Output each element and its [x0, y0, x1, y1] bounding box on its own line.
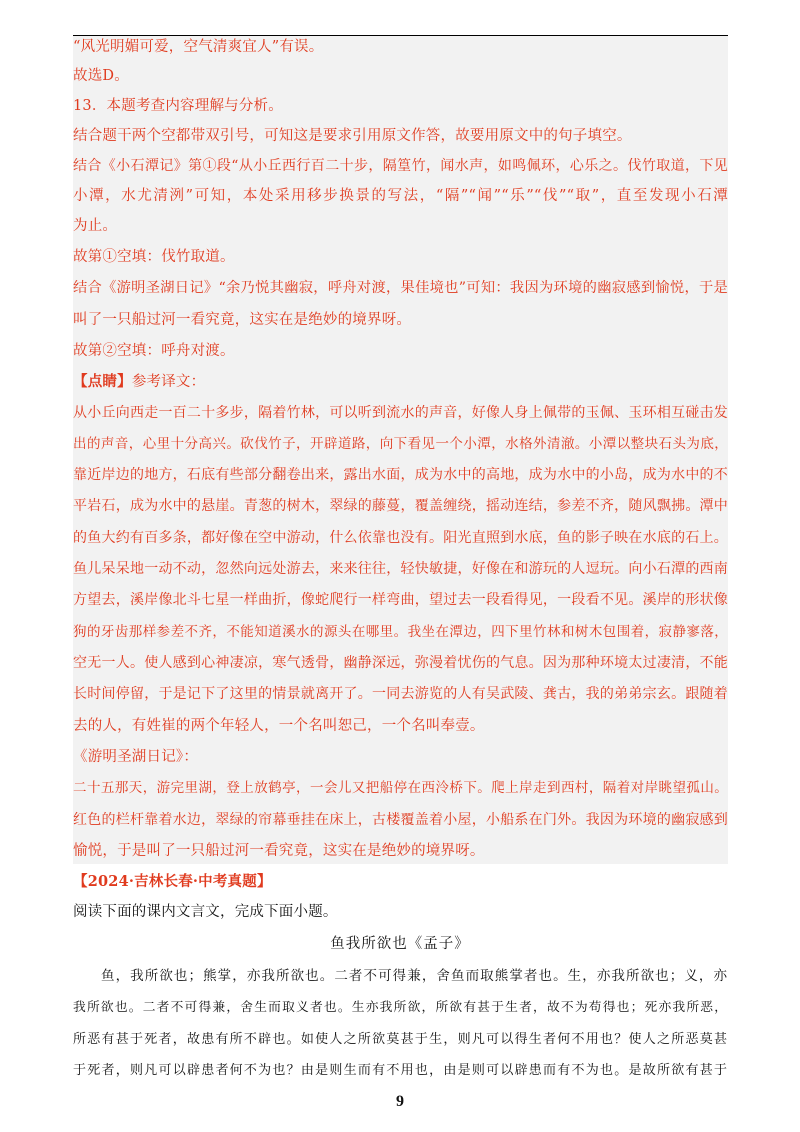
analysis-line: 叫了一只船过河一看究竟，这实在是绝妙的境界呀。 [73, 312, 412, 328]
passage-line: 鱼，我所欲也；熊掌，亦我所欲也。二者不可得兼，舍鱼而取熊掌者也。生，亦我所欲也；义，亦 [101, 968, 728, 984]
translation-line: 从小丘向西走一百二十多步，隔着竹林，可以听到流水的声音，好像人身上佩带的玉佩、玉环相互碰击发 [73, 405, 728, 421]
analysis-line: 为止。 [73, 218, 118, 234]
translation-title: 《游明圣湖日记》： [73, 749, 199, 765]
translation-line: 红色的栏杆靠着水边，翠绿的帘幕垂挂在床上，古楼覆盖着小屋，小船系在门外。我因为环境的幽寂感到 [73, 812, 728, 828]
translation-line: 长时间停留，于是记下了这里的情景就离开了。一同去游览的人有吴武陵、龚古，我的弟弟宗玄。跟随着 [73, 686, 728, 702]
passage-title: 鱼我所欲也《孟子》 [330, 936, 470, 952]
analysis-line: 结合《小石潭记》第①段“从小丘西行百二十步，隔篁竹，闻水声，如鸣佩环，心乐之。伐竹取道，下见 [73, 158, 728, 174]
translation-line: 二十五那天，游完里湖，登上放鹤亭，一会儿又把船停在西泠桥下。爬上岸走到西村，隔着对岸眺望孤山。 [73, 780, 728, 796]
translation-line: 平岩石，成为水中的悬崖。青葱的树木，翠绿的藤蔓，覆盖缠绕，摇动连结，参差不齐，随风飘拂。潭中 [73, 498, 728, 514]
translation-line: 去的人，有姓崔的两个年轻人，一个名叫恕己，一个名叫奉壹。 [73, 718, 485, 734]
translation-line: 鱼儿呆呆地一动不动，忽然向远处游去，来来往往，轻快敏捷，好像在和游玩的人逗玩。向小石潭的西南 [73, 561, 728, 577]
analysis-line: 小潭，水尤清洌”可知，本处采用移步换景的写法，“隔”“闻”“乐”“伐”“取”，直至发现小石潭 [73, 188, 728, 204]
dianjing-subtitle: 参考译文： [131, 374, 206, 390]
analysis-line: 故第①空填：伐竹取道。 [73, 249, 235, 265]
passage-line: 我所欲也。二者不可得兼，舍生而取义者也。生亦我所欲，所欲有甚于生者，故不为苟得也；死亦我所恶， [73, 1000, 728, 1015]
analysis-line: 故选D。 [73, 68, 129, 84]
translation-line: 靠近岸边的地方，石底有些部分翻卷出来，露出水面，成为水中的高地，成为水中的小岛，成为水中的不 [73, 467, 728, 483]
analysis-line: 结合题干两个空都带双引号，可知这是要求引用原文作答，故要用原文中的句子填空。 [73, 128, 632, 144]
translation-line: 方望去，溪岸像北斗七星一样曲折，像蛇爬行一样弯曲，望过去一段看得见，一段看不见。溪岸的形状像 [73, 592, 728, 608]
page-number: 9 [396, 1093, 404, 1110]
dianjing-label: 【点睛】 [73, 373, 132, 390]
passage-line: 于死者，则凡可以辟患者何不为也？由是则生而有不用也，由是则可以辟患而有不为也。是故所欲有甚于 [73, 1063, 728, 1078]
translation-line: 出的声音，心里十分高兴。砍伐竹子，开辟道路，向下看见一个小潭，水格外清澈。小潭以整块石头为底， [73, 436, 728, 452]
analysis-line: 结合《游明圣湖日记》“余乃悦其幽寂，呼舟对渡，果佳境也”可知：我因为环境的幽寂感到愉悦，于是 [73, 280, 728, 296]
exam-instruction: 阅读下面的课内文言文，完成下面小题。 [73, 904, 338, 920]
analysis-line: 13．本题考查内容理解与分析。 [73, 98, 283, 114]
translation-line: 空无一人。使人感到心神凄凉，寒气透骨，幽静深远，弥漫着忧伤的气息。因为那种环境太过凄清，不能 [73, 655, 728, 671]
dianjing-heading [73, 372, 205, 392]
translation-line: 狗的牙齿那样参差不齐，不能知道溪水的源头在哪里。我坐在潭边，四下里竹林和树木包围着，寂静寥落， [73, 624, 728, 640]
translation-line: 的鱼大约有百多条，都好像在空中游动，什么依靠也没有。阳光直照到水底，鱼的影子映在水底的石上。 [73, 530, 728, 546]
translation-line: 愉悦，于是叫了一只船过河一看究竟，这实在是绝妙的境界呀。 [73, 843, 485, 859]
exam-source: 【2024·吉林长春·中考真题】 [73, 873, 272, 890]
analysis-line: “风光明媚可爱，空气清爽宜人”有误。 [73, 39, 324, 55]
analysis-line: 故第②空填：呼舟对渡。 [73, 343, 235, 359]
passage-line: 所恶有甚于死者，故患有所不辟也。如使人之所欲莫甚于生，则凡可以得生者何不用也？使人之所恶莫甚 [73, 1032, 728, 1047]
